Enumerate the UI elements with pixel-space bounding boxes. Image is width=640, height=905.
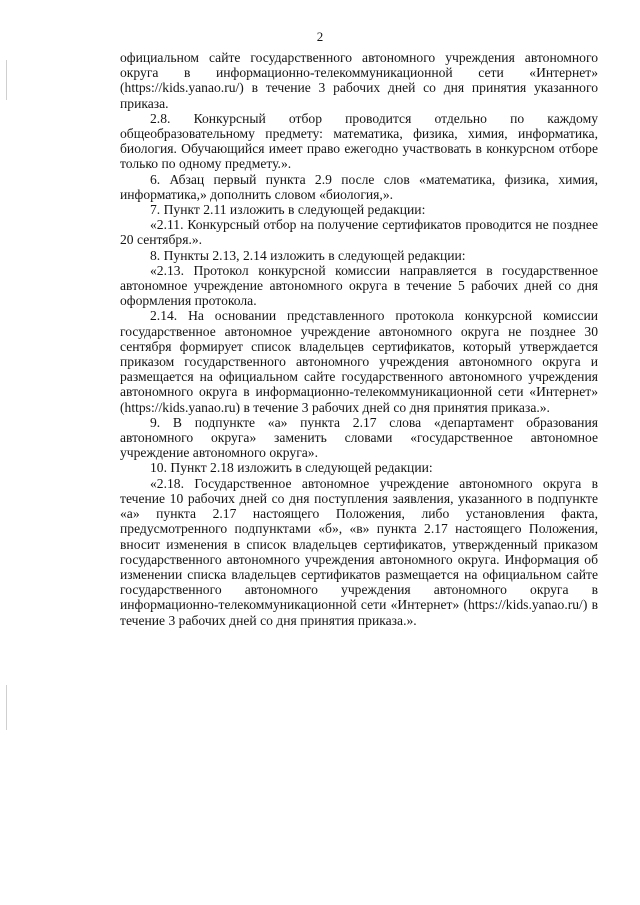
paragraph-2-8: 2.8. Конкурсный отбор проводится отдельно по каждому общеобразовательному предмету: математика, физика, химия, информатика, биология. Обучающийся имеет право ежегодно участвовать в конкурсном отборе только по одному предмету.». — [120, 110, 598, 172]
paragraph-2-18: «2.18. Государственное автономное учреждение автономного округа в течение 10 рабочих дней со дня поступления заявления, указанного в подпункте «а» пункта 2.17 настоящего Положения, либо установления факта, предусмотренного подпунктами «б», «в» пункта 2.17 настоящего Положения, вносит изменения в список владельцев сертификатов, утвержденный приказом государственного автономного учреждения автономного округа. Информация об изменении списка владельцев сертификатов размещается на официальном сайте государственного автономного учреждения автономного округа в информационно-телекоммуникационной сети «Интернет» (https://kids.yanao.ru/) в течение 3 рабочих дней со дня принятия приказа.». — [120, 475, 598, 628]
document-body — [120, 50, 598, 628]
paragraph-item-6: 6. Абзац первый пункта 2.9 после слов «математика, физика, химия, информатика,» дополнить словом «биология,». — [120, 171, 598, 202]
paragraph-2-13: «2.13. Протокол конкурсной комиссии направляется в государственное автономное учреждение автономного округа в течение 5 рабочих дней со дня оформления протокола. — [120, 262, 598, 309]
paragraph-continuation: официальном сайте государственного автономного учреждения автономного округа в информационно-телекоммуникационной сети «Интернет» (https://kids.yanao.ru/) в течение 3 рабочих дней со дня принятия указанного приказа. — [120, 50, 598, 111]
paragraph-item-8: 8. Пункты 2.13, 2.14 изложить в следующей редакции: — [150, 247, 466, 263]
scan-margin-mark-bottom — [6, 685, 7, 730]
paragraph-item-9: 9. В подпункте «а» пункта 2.17 слова «департамент образования автономного округа» заменить словами «государственное автономное учреждение автономного округа». — [120, 414, 598, 461]
paragraph-item-7: 7. Пункт 2.11 изложить в следующей редакции: — [150, 202, 426, 218]
page-number: 2 — [316, 29, 324, 44]
paragraph-item-10: 10. Пункт 2.18 изложить в следующей редакции: — [150, 460, 433, 476]
paragraph-2-11: «2.11. Конкурсный отбор на получение сертификатов проводится не позднее 20 сентября.». — [120, 217, 598, 248]
paragraph-2-14: 2.14. На основании представленного протокола конкурсной комиссии государственное автономное учреждение автономного округа не позднее 30 сентября формирует список владельцев сертификатов, который утверждается приказом государственного автономного учреждения автономного округа и размещается на официальном сайте государственного автономного учреждения автономного округа в информационно-телекоммуникационной сети «Интернет» (https://kids.yanao.ru) в течение 3 рабочих дней со дня принятия приказа.». — [120, 308, 598, 415]
scan-margin-mark-top — [6, 60, 7, 100]
